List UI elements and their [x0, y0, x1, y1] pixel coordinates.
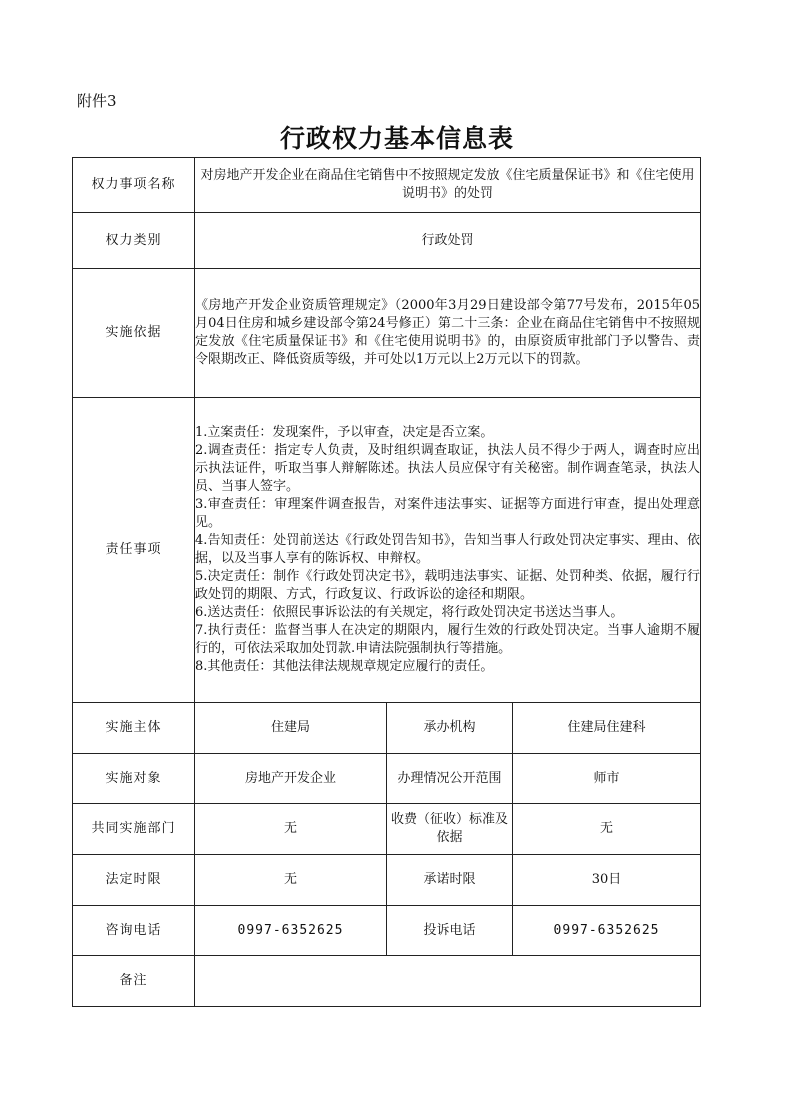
row-subject — [73, 703, 701, 754]
row-power-name — [73, 158, 701, 213]
row-duties — [73, 398, 701, 703]
info-table — [72, 157, 701, 1007]
target-value: 房地产开发企业 — [195, 754, 387, 804]
fee-standard-label: 收费（征收）标准及依据 — [387, 804, 513, 855]
attachment-label: 附件3 — [77, 92, 117, 110]
duty-item: 4.告知责任：处罚前送达《行政处罚告知书》，告知当事人行政处罚决定事实、理由、依据，以及当事人享有的陈诉权、申辩权。 — [195, 533, 701, 566]
joint-dept-label: 共同实施部门 — [73, 804, 195, 855]
complaint-phone-value: 0997-6352625 — [513, 906, 701, 956]
duties-label: 责任事项 — [73, 398, 195, 703]
power-type-label: 权力类别 — [73, 213, 195, 269]
remarks-value — [195, 956, 701, 1007]
subject-value: 住建局 — [195, 703, 387, 754]
row-phone — [73, 906, 701, 956]
duty-item: 2.调查责任：指定专人负责，及时组织调查取证，执法人员不得少于两人，调查时应出示执法证件，听取当事人辩解陈述。执法人员应保守有关秘密。制作调查笔录，执法人员、当事人签字。 — [195, 443, 701, 494]
basis-value: 《房地产开发企业资质管理规定》（2000年3月29日建设部令第77号发布，2015年05月04日住房和城乡建设部令第24号修正）第二十三条：企业在商品住宅销售中不按照规定发放《住宅质量保证书》和《住宅使用说明书》的，由原资质审批部门予以警告、责令限期改正、降低资质等级，并可处以1万元以上2万元以下的罚款。 — [195, 269, 701, 398]
duty-item: 3.审查责任：审理案件调查报告，对案件违法事实、证据等方面进行审查，提出处理意见。 — [195, 497, 701, 530]
handling-org-label: 承办机构 — [387, 703, 513, 754]
disclosure-scope-value: 师市 — [513, 754, 701, 804]
joint-dept-value: 无 — [195, 804, 387, 855]
power-type-value: 行政处罚 — [195, 213, 701, 269]
legal-limit-label: 法定时限 — [73, 855, 195, 906]
fee-standard-value: 无 — [513, 804, 701, 855]
duty-item: 7.执行责任：监督当事人在决定的期限内，履行生效的行政处罚决定。当事人逾期不履行的，可依法采取加处罚款.申请法院强制执行等措施。 — [195, 623, 701, 656]
promise-limit-value: 30日 — [513, 855, 701, 906]
row-power-type — [73, 213, 701, 269]
page-title: 行政权力基本信息表 — [279, 124, 514, 153]
consult-phone-value: 0997-6352625 — [195, 906, 387, 956]
duty-item: 8.其他责任：其他法律法规规章规定应履行的责任。 — [195, 659, 494, 674]
row-legal-limit — [73, 855, 701, 906]
handling-org-value: 住建局住建科 — [513, 703, 701, 754]
duty-item: 6.送达责任：依照民事诉讼法的有关规定，将行政处罚决定书送达当事人。 — [195, 605, 624, 620]
legal-limit-value: 无 — [195, 855, 387, 906]
row-basis — [73, 269, 701, 398]
power-name-value: 对房地产开发企业在商品住宅销售中不按照规定发放《住宅质量保证书》和《住宅使用说明书》的处罚 — [195, 158, 701, 213]
duty-item: 5.决定责任：制作《行政处罚决定书》，载明违法事实、证据、处罚种类、依据，履行行政处罚的期限、方式，行政复议、行政诉讼的途径和期限。 — [195, 569, 701, 602]
row-target — [73, 754, 701, 804]
row-joint — [73, 804, 701, 855]
consult-phone-label: 咨询电话 — [73, 906, 195, 956]
duties-list — [195, 424, 700, 676]
duties-list-cell — [195, 398, 701, 703]
row-remarks — [73, 956, 701, 1007]
complaint-phone-label: 投诉电话 — [387, 906, 513, 956]
remarks-label: 备注 — [73, 956, 195, 1007]
basis-label: 实施依据 — [73, 269, 195, 398]
target-label: 实施对象 — [73, 754, 195, 804]
promise-limit-label: 承诺时限 — [387, 855, 513, 906]
power-name-label: 权力事项名称 — [73, 158, 195, 213]
duty-item: 1.立案责任：发现案件，予以审查，决定是否立案。 — [195, 425, 494, 440]
disclosure-scope-label: 办理情况公开范围 — [387, 754, 513, 804]
subject-label: 实施主体 — [73, 703, 195, 754]
